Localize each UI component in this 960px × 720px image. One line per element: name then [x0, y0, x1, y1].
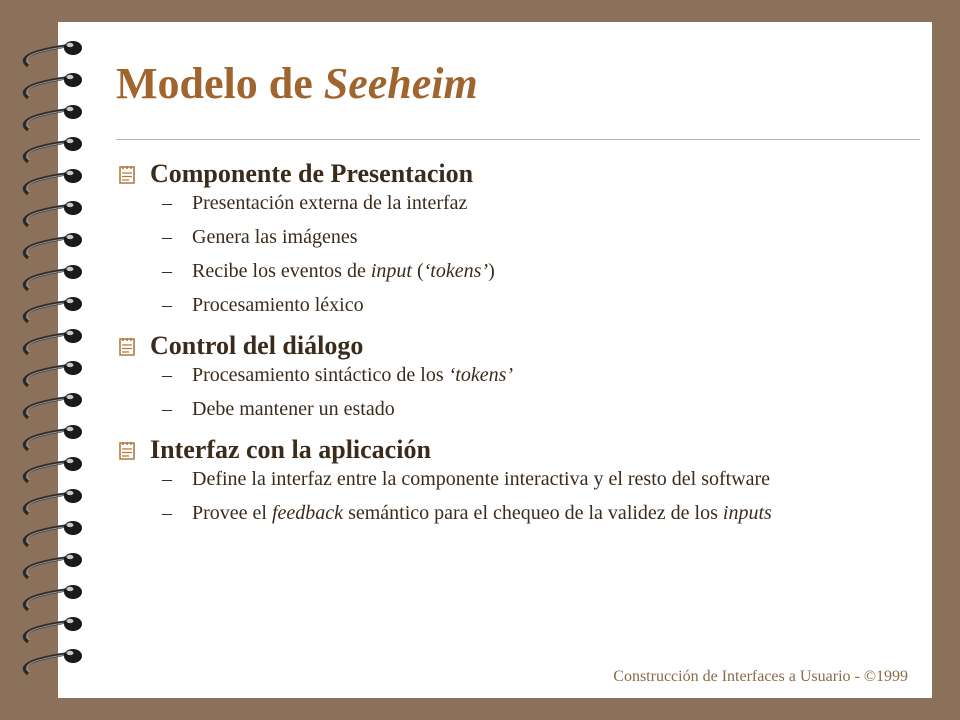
title-italic-text: Seeheim [323, 59, 478, 108]
item-text: Debe mantener un estado [192, 398, 395, 420]
spiral-binding [0, 0, 110, 720]
section-aplicacion [112, 432, 912, 524]
slide-content [112, 150, 912, 536]
item-text: Genera las imágenes [192, 226, 358, 248]
item-italic-text: ‘tokens’ [423, 260, 489, 282]
spiral-binding-ring-icon [24, 393, 82, 418]
item-italic-text: input [370, 260, 412, 282]
section-dialogo [112, 328, 912, 420]
spiral-binding-ring-icon [24, 297, 82, 322]
spiral-binding-ring-icon [24, 457, 82, 482]
list-item: – Presentación externa de la interfaz [162, 192, 468, 214]
item-text: Provee el [192, 502, 272, 524]
spiral-binding-ring-icon [24, 649, 82, 674]
spiral-binding-ring-icon [24, 41, 82, 66]
heading-text: Componente de Presentacion [150, 159, 474, 188]
item-italic-text: ‘tokens’ [448, 364, 514, 386]
list-item: – Procesamiento sintáctico de los ‘tokens’ [162, 364, 514, 386]
section-heading [112, 328, 912, 364]
item-text: ) [488, 260, 495, 282]
list-item: – Procesamiento léxico [162, 294, 364, 316]
spiral-binding-ring-icon [24, 73, 82, 98]
item-text: semántico para el chequeo de la validez de los [343, 502, 723, 524]
item-text: Procesamiento léxico [192, 294, 364, 316]
spiral-binding-ring-icon [24, 233, 82, 258]
spiral-binding-ring-icon [24, 521, 82, 546]
list-item: – Define la interfaz entre la componente interactiva y el resto del software [162, 468, 771, 490]
notepad-bullet-icon [116, 440, 138, 462]
list-item: – Genera las imágenes [162, 226, 358, 248]
spiral-binding-ring-icon [24, 105, 82, 130]
list-item: – Provee el feedback semántico para el chequeo de la validez de los inputs [162, 502, 772, 524]
spiral-binding-ring-icon [24, 137, 82, 162]
item-text: Procesamiento sintáctico de los [192, 364, 449, 386]
item-text: Recibe los eventos de [192, 260, 371, 282]
section-heading [112, 432, 912, 468]
spiral-binding-ring-icon [24, 361, 82, 386]
list-item: – Recibe los eventos de input (‘tokens’) [162, 260, 495, 282]
section-presentacion [112, 156, 912, 316]
spiral-binding-ring-icon [24, 201, 82, 226]
slide-footer: Construcción de Interfaces a Usuario - ©1999 [613, 668, 908, 685]
spiral-binding-ring-icon [24, 169, 82, 194]
item-text: Presentación externa de la interfaz [192, 192, 468, 214]
notepad-bullet-icon [116, 164, 138, 186]
item-italic-text: inputs [722, 502, 772, 524]
item-text: Define la interfaz entre la componente interactiva y el resto del software [192, 468, 771, 490]
spiral-binding-ring-icon [24, 617, 82, 642]
spiral-binding-ring-icon [24, 265, 82, 290]
item-text: ( [411, 260, 424, 282]
title-text: Modelo de [116, 59, 324, 108]
list-item: – Debe mantener un estado [162, 398, 395, 420]
slide-title [116, 58, 478, 109]
title-divider [116, 139, 920, 140]
spiral-binding-ring-icon [24, 585, 82, 610]
heading-text: Control del diálogo [150, 331, 364, 360]
heading-text: Interfaz con la aplicación [150, 435, 431, 464]
section-heading [112, 156, 912, 192]
spiral-binding-ring-icon [24, 425, 82, 450]
spiral-binding-ring-icon [24, 489, 82, 514]
item-italic-text: feedback [271, 502, 344, 524]
notepad-bullet-icon [116, 336, 138, 358]
spiral-binding-ring-icon [24, 553, 82, 578]
spiral-binding-ring-icon [24, 329, 82, 354]
